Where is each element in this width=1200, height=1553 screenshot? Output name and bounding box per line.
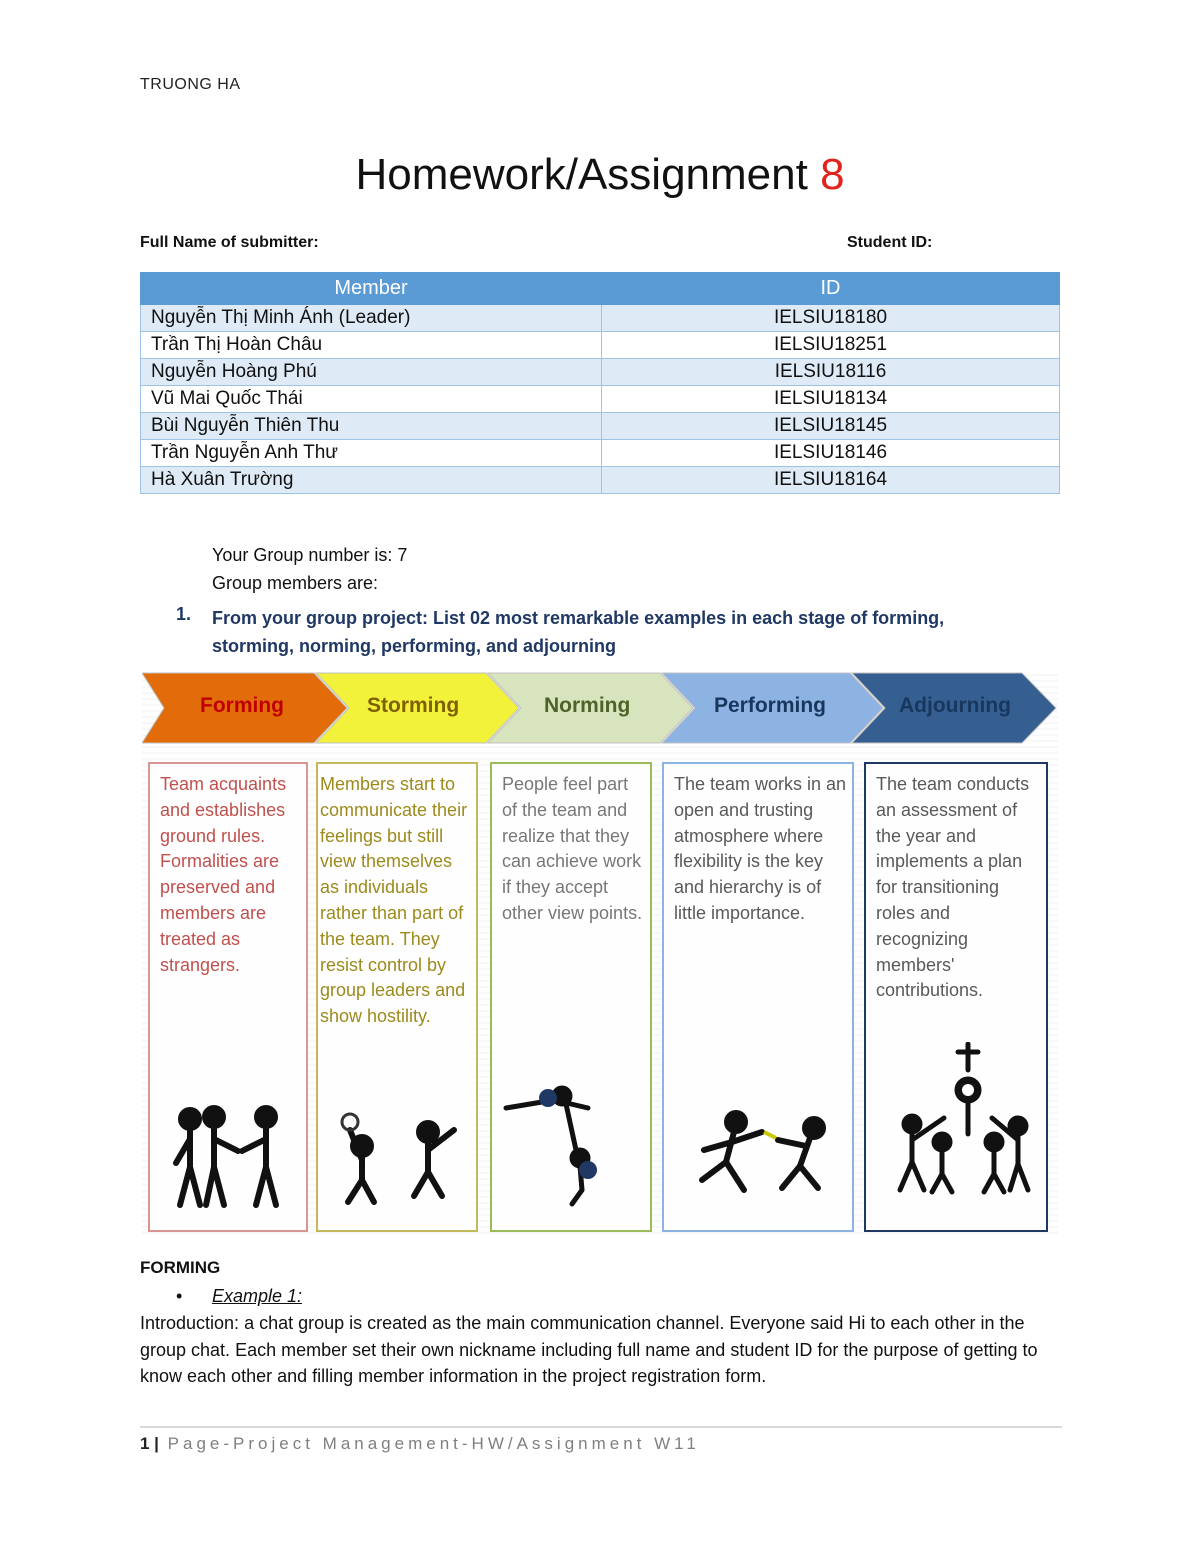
member-name-cell: Trần Nguyễn Anh Thư xyxy=(141,440,602,467)
bullet-icon: • xyxy=(176,1286,183,1306)
student-id-label: Student ID: xyxy=(847,234,933,251)
stage-desc-adjourning: The team conducts an assessment of the year and implements a plan for transitioning roles and recognizing members' contributions. xyxy=(876,774,1030,1001)
stage-label-forming: Forming xyxy=(200,694,284,717)
example-1-label: Example 1: xyxy=(212,1286,303,1306)
stage-label-norming: Norming xyxy=(544,694,631,717)
table-row xyxy=(141,413,1060,440)
member-id-cell: IELSIU18164 xyxy=(602,467,1060,494)
page-number: 1 | xyxy=(140,1434,159,1453)
stage-desc-forming: Team acquaints and establishes ground rules. Formalities are preserved and members are treated as strangers. xyxy=(160,774,287,975)
forming-heading: FORMING xyxy=(140,1258,221,1277)
member-id-cell: IELSIU18134 xyxy=(602,386,1060,413)
stage-label-performing: Performing xyxy=(714,694,827,717)
group-number-line: Your Group number is: 7 xyxy=(212,545,408,565)
member-name-cell: Vũ Mai Quốc Thái xyxy=(141,386,602,413)
id-column-header: ID xyxy=(602,273,1060,305)
table-row xyxy=(141,305,1060,332)
norming-figures-icon xyxy=(502,1080,612,1210)
question-text: From your group project: List 02 most remarkable examples in each stage of forming, storming, norming, performing, and adjourning xyxy=(212,608,945,656)
title-number: 8 xyxy=(820,150,845,199)
member-name-cell: Trần Thị Hoàn Châu xyxy=(141,332,602,359)
footer-text: Page-Project Management-HW/Assignment W11 xyxy=(158,1434,700,1453)
member-name-cell: Nguyễn Thị Minh Ánh (Leader) xyxy=(141,305,602,332)
example-1-paragraph: Introduction: a chat group is created as the main communication channel. Everyone said Hi to each other in the group chat. Each member set their own nickname including full name and student ID for the purpose of getting to know each other and filling member information in the project registration form. xyxy=(140,1313,1038,1386)
table-row xyxy=(141,467,1060,494)
member-id-cell: IELSIU18180 xyxy=(602,305,1060,332)
member-name-cell: Nguyễn Hoàng Phú xyxy=(141,359,602,386)
page-title xyxy=(0,150,1200,200)
table-row xyxy=(141,440,1060,467)
member-name-cell: Hà Xuân Trường xyxy=(141,467,602,494)
team-stages-diagram xyxy=(142,670,1058,1238)
member-id-cell: IELSIU18251 xyxy=(602,332,1060,359)
table-row xyxy=(141,359,1060,386)
adjourning-figures-icon xyxy=(882,1042,1032,1202)
table-row xyxy=(141,332,1060,359)
member-column-header: Member xyxy=(141,273,602,305)
title-text: Homework/Assignment xyxy=(355,150,821,199)
page-footer xyxy=(140,1434,700,1454)
stage-desc-storming: Members start to communicate their feelings but still view themselves as individuals rather than part of the team. They resist control by group leaders and show hostility. xyxy=(320,774,468,1027)
header-author: TRUONG HA xyxy=(140,76,241,93)
table-header-row xyxy=(141,273,1060,305)
full-name-label: Full Name of submitter: xyxy=(140,234,319,251)
member-name-cell: Bùi Nguyễn Thiên Thu xyxy=(141,413,602,440)
member-id-cell: IELSIU18116 xyxy=(602,359,1060,386)
question-number: 1. xyxy=(176,604,192,624)
stage-label-storming: Storming xyxy=(367,694,460,717)
performing-figures-icon xyxy=(682,1110,842,1200)
forming-figures-icon xyxy=(168,1105,288,1215)
table-row xyxy=(141,386,1060,413)
stage-desc-performing: The team works in an open and trusting atmosphere where flexibility is the key and hierarchy is of little importance. xyxy=(674,774,847,923)
footer-divider xyxy=(140,1426,1062,1428)
group-members-line: Group members are: xyxy=(212,573,379,593)
storming-figures-icon xyxy=(328,1110,478,1210)
stage-label-adjourning: Adjourning xyxy=(899,694,1011,717)
members-table xyxy=(140,272,1060,494)
stage-desc-norming: People feel part of the team and realize that they can achieve work if they accept other view points. xyxy=(502,774,643,923)
member-id-cell: IELSIU18145 xyxy=(602,413,1060,440)
member-id-cell: IELSIU18146 xyxy=(602,440,1060,467)
